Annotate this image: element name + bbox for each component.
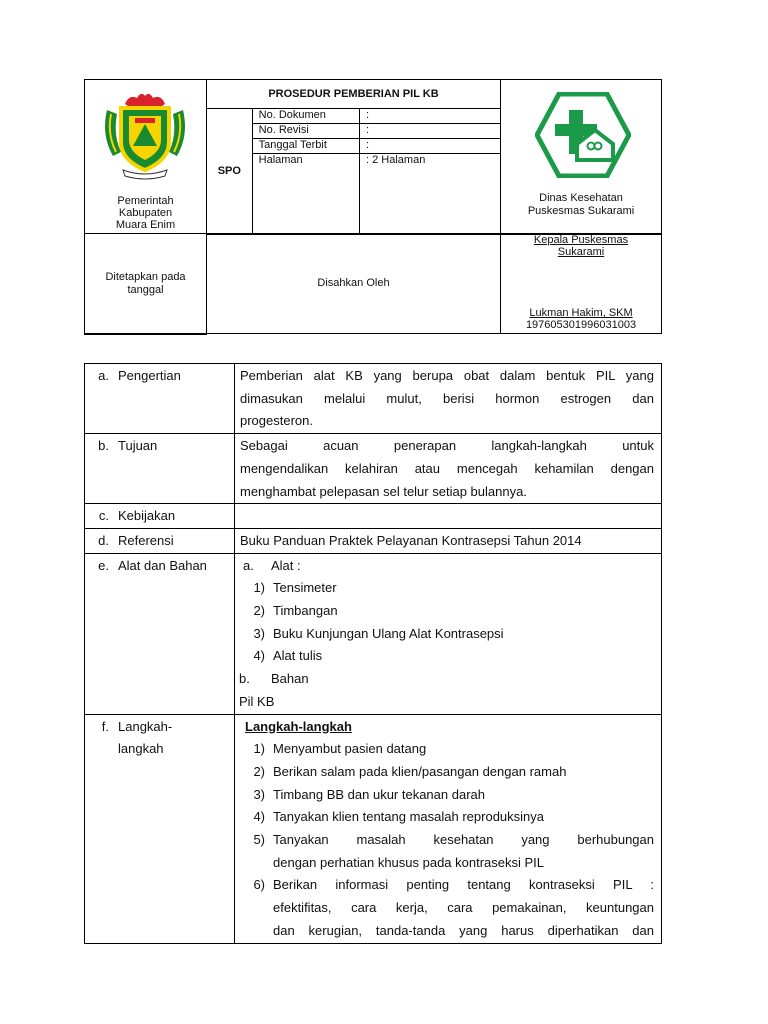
step-number: 4) — [253, 809, 265, 825]
health-cross-logo-icon — [535, 92, 631, 178]
section-label: Langkah- — [118, 718, 173, 734]
section-label: Alat dan Bahan — [118, 557, 207, 573]
government-line: Muara Enim — [115, 219, 176, 231]
item-text: Alat tulis — [273, 648, 323, 664]
section-langkah — [85, 714, 662, 943]
text-line: Pemberian alat KB yang berupa obat dalam bentuk PIL yang — [240, 368, 654, 383]
step-text: Tanyakan masalah kesehatan yang berhubungan — [273, 832, 654, 848]
section-kebijakan — [85, 504, 662, 529]
established-label — [85, 234, 207, 334]
section-letter: d. — [98, 532, 109, 548]
section-pengertian — [85, 364, 662, 434]
step-text: efektifitas, cara kerja, cara pemakainan, keuntungan — [273, 900, 654, 916]
government-line: Kabupaten — [118, 207, 173, 219]
step-number: 1) — [253, 741, 265, 757]
section-referensi — [85, 528, 662, 553]
section-letter: a. — [98, 368, 109, 383]
document-title: PROSEDUR PEMBERIAN PIL KB — [207, 80, 500, 108]
section-label: langkah — [118, 741, 164, 757]
established-line: Ditetapkan pada — [105, 270, 186, 283]
institution-line: Puskesmas Sukarami — [527, 205, 635, 217]
step-text: Berikan salam pada klien/pasangan dengan ramah — [273, 763, 567, 779]
muara-enim-seal-icon — [99, 90, 191, 182]
procedure-table — [84, 363, 662, 944]
step-number: 6) — [253, 877, 265, 893]
step-text: dengan perhatian khusus pada kontraseksi PIL — [273, 854, 545, 870]
section-letter: c. — [98, 508, 109, 524]
spo-label: SPO — [207, 108, 252, 234]
item-number: 1) — [253, 580, 265, 596]
sub-letter: b. — [239, 671, 250, 687]
meta-key: No. Dokumen — [252, 108, 359, 123]
item-number: 4) — [253, 648, 265, 664]
section-letter: b. — [98, 438, 109, 454]
steps-heading: Langkah-langkah — [245, 718, 352, 734]
item-number: 3) — [253, 625, 265, 641]
step-number: 5) — [253, 832, 265, 848]
step-number: 3) — [253, 786, 265, 802]
item-text: Buku Kunjungan Ulang Alat Kontrasepsi — [273, 625, 504, 641]
meta-value: : — [360, 138, 501, 153]
head-title-line: Kepala Puskesmas — [533, 234, 629, 246]
government-line: Pemerintah — [117, 195, 174, 207]
section-text — [235, 504, 662, 529]
head-signature-cell — [501, 234, 662, 334]
established-line: tanggal — [127, 283, 164, 296]
meta-value: : 2 Halaman — [366, 153, 426, 166]
head-title-line: Sukarami — [557, 246, 605, 258]
meta-key: No. Revisi — [252, 123, 359, 138]
institution-name — [501, 192, 661, 218]
section-alat-bahan — [85, 553, 662, 714]
step-text: Menyambut pasien datang — [273, 741, 427, 757]
step-text: Tanyakan klien tentang masalah reproduksinya — [273, 809, 545, 825]
section-text: Buku Panduan Praktek Pelayanan Kontrasepsi Tahun 2014 — [235, 528, 662, 553]
section-letter: e. — [98, 557, 109, 573]
head-name: Lukman Hakim, SKM — [529, 307, 633, 319]
section-label: Kebijakan — [118, 508, 176, 524]
title-block — [207, 80, 501, 235]
bahan-item: Pil KB — [239, 693, 275, 709]
approved-label: Disahkan Oleh — [207, 234, 501, 334]
meta-key: Tanggal Terbit — [252, 138, 359, 153]
sub-title: Alat : — [271, 557, 301, 573]
text-line: dimasukan melalui mulut, berisi hormon estrogen dan — [240, 390, 654, 406]
approval-row — [84, 233, 662, 334]
meta-value: : — [360, 108, 501, 123]
step-text: Berikan informasi penting tentang kontraseksi PIL : — [273, 877, 654, 893]
step-text: dan kerugian, tanda-tanda yang harus diperhatikan dan — [273, 922, 654, 938]
government-name — [85, 195, 206, 231]
text-line: Sebagai acuan penerapan langkah-langkah untuk — [240, 438, 654, 454]
text-line: progesteron. — [240, 413, 313, 429]
section-letter: f. — [101, 718, 109, 734]
item-text: Timbangan — [273, 603, 338, 619]
step-text: Timbang BB dan ukur tekanan darah — [273, 786, 485, 802]
meta-value: : — [360, 123, 501, 138]
item-text: Tensimeter — [273, 580, 337, 596]
section-label: Tujuan — [118, 438, 158, 454]
institution-line: Dinas Kesehatan — [539, 192, 623, 204]
text-line: menghambat pelepasan sel telur setiap bulannya. — [240, 483, 527, 499]
sub-title: Bahan — [271, 671, 309, 687]
head-id: 197605301996031003 — [525, 319, 637, 331]
sub-letter: a. — [243, 557, 254, 573]
section-label: Referensi — [118, 532, 174, 548]
institution-cell — [501, 80, 662, 235]
meta-key: Halaman — [252, 153, 359, 168]
section-label: Pengertian — [118, 368, 181, 383]
section-tujuan — [85, 434, 662, 504]
step-number: 2) — [253, 763, 265, 779]
text-line: mengendalikan kelahiran atau mencegah kehamilan dengan — [240, 460, 654, 476]
item-number: 2) — [253, 603, 265, 619]
